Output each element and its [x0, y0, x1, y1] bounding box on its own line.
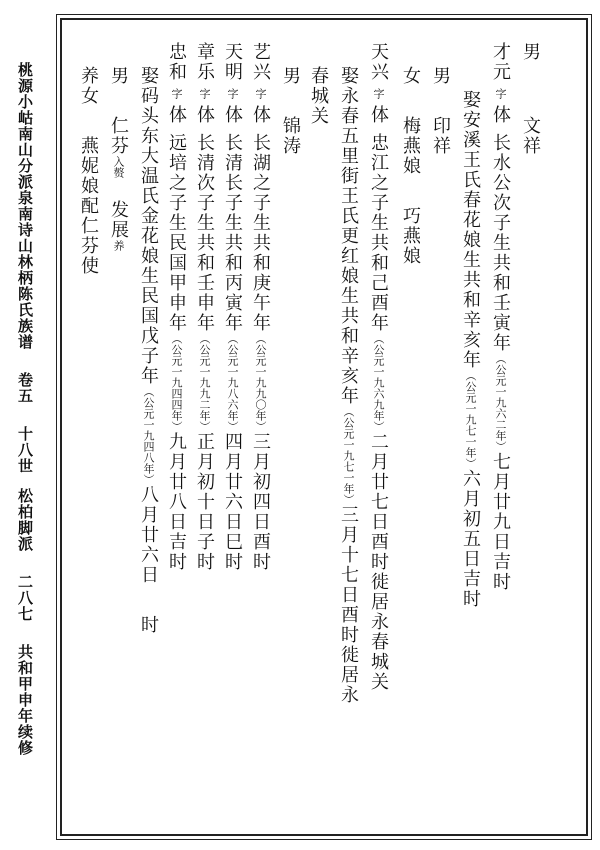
entry-tail: 六月初五日吉时 [460, 469, 481, 609]
gregorian-year: （公元一九六九年） [372, 333, 385, 432]
entry-tail: 四月廿六日巳时 [222, 432, 243, 572]
branch-label: 松柏脚派 [16, 488, 34, 552]
edition-label: 共和甲申年续修 [16, 644, 34, 756]
person-name: 天兴 [368, 42, 389, 82]
gregorian-year: （公元一九九二年） [198, 333, 211, 432]
book-title: 桃源小岵南山分派泉南诗山林柄陈氏族谱 [16, 62, 34, 350]
entry-column [278, 66, 302, 156]
adoption-note: 入赘 [112, 156, 125, 178]
entry-tail: 二月廿七日酉时徙居永春城关 [368, 432, 389, 692]
gregorian-year: （公元一九六二年） [494, 353, 507, 452]
ti-marker: 体 [166, 105, 187, 125]
entry-column [518, 42, 542, 156]
zi-marker: 字 [226, 88, 239, 99]
entry-column [306, 66, 330, 126]
page-number: 二八七 [16, 574, 34, 622]
entry-text: 春城关 [308, 66, 329, 126]
entry-column [428, 66, 452, 156]
relation-label: 养女 [78, 66, 99, 106]
adoption-note: 养 [112, 240, 125, 251]
ti-marker: 体 [194, 105, 215, 125]
entry-text: 娶永春五里街王氏更红娘生共和辛亥年 [338, 66, 359, 406]
entry-column [458, 90, 482, 609]
entry-tail-time: 时 [138, 615, 159, 635]
entry-tail: 三月初四日酉时 [250, 432, 271, 572]
entry-column [164, 42, 188, 572]
gregorian-year: （公元一九八六年） [226, 333, 239, 432]
gregorian-year: （公元一九七一年） [464, 370, 477, 469]
person-name: 章乐 [194, 42, 215, 82]
entry-tail: 九月廿八日吉时 [166, 432, 187, 572]
zi-marker: 字 [372, 88, 385, 99]
entry-column [220, 42, 244, 572]
entry-column [192, 42, 216, 572]
child-name: 锦涛 [280, 116, 301, 156]
volume-label: 卷五 [16, 372, 34, 404]
gregorian-year: （公元一九四八年） [142, 386, 155, 485]
child-name: 巧燕娘 [400, 206, 421, 266]
relation-label: 男 [280, 66, 301, 86]
child-name: 梅燕娘 [400, 116, 421, 176]
child-name: 发展 [108, 200, 129, 240]
child-name: 仁芬 [108, 116, 129, 156]
ti-marker: 体 [250, 105, 271, 125]
entry-text: 娶码头东大温氏金花娘生民国戊子年 [138, 66, 159, 386]
child-name: 文祥 [520, 116, 541, 156]
entry-column [106, 66, 130, 251]
person-name: 才元 [490, 42, 511, 82]
entry-column [136, 66, 160, 635]
gregorian-year: （公元一九九〇年） [254, 333, 267, 432]
entry-tail: 正月初十日子时 [194, 432, 215, 572]
gregorian-year: （公元一九七一年） [342, 406, 355, 505]
relation-label: 男 [520, 42, 541, 62]
entry-text: 长湖之子生共和庚午年 [250, 133, 271, 333]
person-name: 忠和 [166, 42, 187, 82]
entry-text: 忠江之子生共和己酉年 [368, 133, 389, 333]
entry-text: 远培之子生民国甲申年 [166, 133, 187, 333]
child-name: 印祥 [430, 116, 451, 156]
entry-text: 娶安溪王氏春花娘生共和辛亥年 [460, 90, 481, 370]
entry-column [336, 66, 360, 705]
entry-text: 长清长子生共和丙寅年 [222, 133, 243, 333]
entry-tail: 八月廿六日 [138, 485, 159, 585]
relation-label: 男 [108, 66, 129, 86]
entry-text: 长水公次子生共和壬寅年 [490, 133, 511, 353]
zi-marker: 字 [254, 88, 267, 99]
zi-marker: 字 [170, 88, 183, 99]
zi-marker: 字 [198, 88, 211, 99]
person-name: 天明 [222, 42, 243, 82]
page-sidebar [12, 62, 38, 756]
zi-marker: 字 [494, 88, 507, 99]
entry-text: 长清次子生共和壬申年 [194, 133, 215, 333]
person-name: 艺兴 [250, 42, 271, 82]
entry-column [488, 42, 512, 592]
ti-marker: 体 [490, 105, 511, 125]
entry-tail: 七月廿九日吉时 [490, 452, 511, 592]
relation-label: 男 [430, 66, 451, 86]
entry-tail: 三月十七日酉时徙居永 [338, 505, 359, 705]
gregorian-year: （公元一九四四年） [170, 333, 183, 432]
ti-marker: 体 [368, 105, 389, 125]
ti-marker: 体 [222, 105, 243, 125]
generation-label: 十八世 [16, 426, 34, 474]
child-name: 燕妮娘配仁芬使 [78, 136, 99, 276]
relation-label: 女 [400, 66, 421, 86]
entry-column [248, 42, 272, 572]
entry-column [398, 66, 422, 266]
entry-column [366, 42, 390, 692]
entry-column [76, 66, 100, 276]
